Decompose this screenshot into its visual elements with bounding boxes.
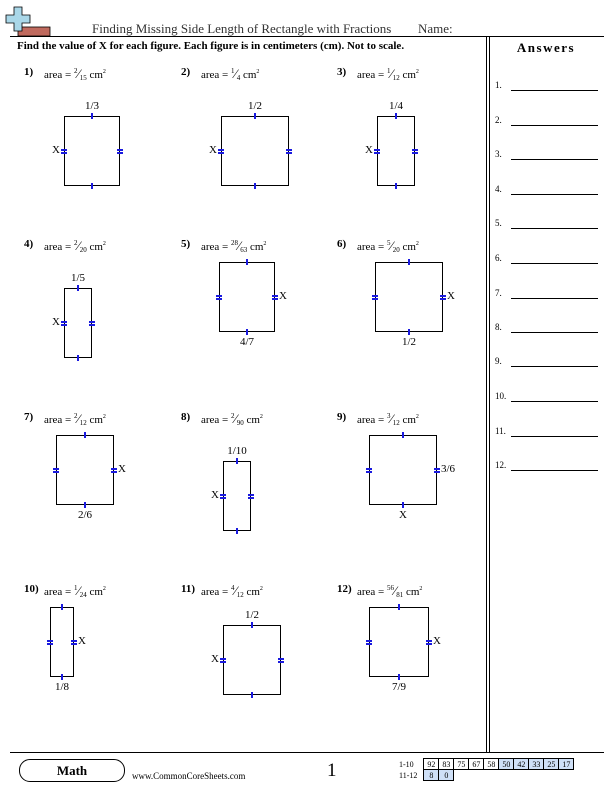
problem-number: 8)	[181, 411, 191, 423]
worksheet-title: Finding Missing Side Length of Rectangle with Fractions	[92, 21, 392, 36]
tick-left	[366, 640, 372, 642]
score-cell-empty	[469, 770, 484, 781]
problem-number: 4)	[24, 238, 34, 250]
side-label-left: X	[211, 489, 219, 501]
area-unit-exponent: 2	[263, 241, 267, 247]
area-expression	[201, 411, 263, 427]
tick-right	[278, 658, 284, 660]
tick-right	[272, 298, 278, 300]
rectangle	[221, 116, 289, 186]
fraction-slash: ⁄	[390, 238, 393, 253]
tick-right	[434, 468, 440, 470]
area-expression	[44, 411, 106, 427]
problem-9	[337, 411, 487, 581]
area-unit-exponent: 2	[415, 69, 419, 75]
tick-right	[286, 149, 292, 151]
tick-bottom	[84, 502, 86, 508]
area-expression	[44, 583, 106, 599]
score-table	[396, 758, 574, 781]
area-unit-exponent: 2	[415, 241, 419, 247]
instructions: Find the value of X for each figure. Each figure is in centimeters (cm). Not to scale.	[17, 40, 405, 52]
rectangle	[375, 262, 443, 332]
area-expression	[201, 238, 266, 254]
answer-row	[495, 252, 600, 266]
area-expression	[201, 66, 259, 82]
answer-blank[interactable]	[511, 401, 598, 402]
tick-left	[366, 643, 372, 645]
tick-top	[236, 458, 238, 464]
area-unit: cm	[240, 69, 257, 81]
tick-right	[426, 640, 432, 642]
area-unit: cm	[86, 586, 103, 598]
rectangle	[56, 435, 114, 505]
tick-bottom	[395, 183, 397, 189]
tick-bottom	[61, 674, 63, 680]
side-label-bottom: 4/7	[239, 336, 255, 348]
tick-left	[366, 468, 372, 470]
fraction-slash: ⁄	[394, 583, 397, 598]
problem-6	[337, 238, 487, 408]
area-denominator: 20	[392, 246, 400, 254]
score-cell: 0	[439, 770, 454, 781]
tick-right	[440, 298, 446, 300]
area-denominator: 24	[79, 591, 87, 599]
answer-row	[495, 183, 600, 197]
side-label-bottom: X	[399, 509, 407, 521]
problem-1	[24, 66, 174, 236]
area-numerator: 1	[231, 67, 235, 75]
area-label: area =	[44, 69, 75, 81]
tick-top	[246, 259, 248, 265]
score-cell: 8	[424, 770, 439, 781]
problem-number: 11)	[181, 583, 196, 595]
tick-left	[61, 324, 67, 326]
tick-left	[216, 295, 222, 297]
side-label-bottom: 1/8	[54, 681, 70, 693]
answer-number: 8.	[495, 322, 502, 332]
area-numerator: 2	[74, 67, 78, 75]
problem-number: 10)	[24, 583, 39, 595]
fraction-slash: ⁄	[390, 411, 393, 426]
tick-top	[402, 432, 404, 438]
score-cell: 25	[544, 759, 559, 770]
answer-blank[interactable]	[511, 332, 598, 333]
area-unit-exponent: 2	[256, 69, 260, 75]
answer-number: 2.	[495, 115, 502, 125]
tick-bottom	[251, 692, 253, 698]
side-label-top: 1/4	[388, 100, 404, 112]
area-label: area =	[201, 241, 232, 253]
tick-left	[61, 149, 67, 151]
score-cell: 33	[529, 759, 544, 770]
answer-blank[interactable]	[511, 159, 598, 160]
side-label-right: X	[78, 635, 86, 647]
answer-blank[interactable]	[511, 90, 598, 91]
score-cell-empty	[544, 770, 559, 781]
rectangle	[369, 607, 429, 677]
answer-number: 10.	[495, 391, 507, 401]
fraction-slash: ⁄	[390, 66, 393, 81]
tick-left	[53, 471, 59, 473]
problem-10	[24, 583, 174, 753]
score-cell: 83	[439, 759, 454, 770]
page-number: 1	[327, 760, 337, 781]
tick-bottom	[398, 674, 400, 680]
area-unit: cm	[399, 69, 416, 81]
tick-bottom	[254, 183, 256, 189]
area-denominator: 90	[236, 419, 244, 427]
problem-number: 6)	[337, 238, 347, 250]
area-label: area =	[357, 414, 388, 426]
answer-row	[495, 148, 600, 162]
area-unit: cm	[399, 414, 416, 426]
tick-right	[248, 494, 254, 496]
answer-row	[495, 114, 600, 128]
side-label-left: X	[365, 144, 373, 156]
side-label-right: X	[279, 290, 287, 302]
problem-number: 3)	[337, 66, 347, 78]
area-unit: cm	[243, 414, 260, 426]
fraction-slash: ⁄	[77, 583, 80, 598]
area-expression	[44, 66, 106, 82]
area-unit-exponent: 2	[419, 586, 423, 592]
tick-left	[220, 497, 226, 499]
answer-number: 7.	[495, 288, 502, 298]
tick-left	[218, 149, 224, 151]
side-label-top: 1/10	[227, 445, 247, 457]
answers-title: Answers	[516, 40, 576, 55]
area-numerator: 2	[74, 412, 78, 420]
tick-right	[434, 471, 440, 473]
score-cell-empty	[499, 770, 514, 781]
answer-blank[interactable]	[511, 366, 598, 367]
tick-bottom	[77, 355, 79, 361]
area-unit-exponent: 2	[102, 69, 106, 75]
score-cell-empty	[559, 770, 574, 781]
answer-number: 3.	[495, 149, 502, 159]
tick-right	[272, 295, 278, 297]
area-label: area =	[44, 414, 75, 426]
rectangle	[219, 262, 275, 332]
answer-blank[interactable]	[511, 436, 598, 437]
tick-right	[117, 152, 123, 154]
area-label: area =	[357, 241, 388, 253]
area-denominator: 20	[79, 246, 87, 254]
score-cell: 75	[454, 759, 469, 770]
tick-left	[220, 658, 226, 660]
answer-blank[interactable]	[511, 125, 598, 126]
tick-top	[398, 604, 400, 610]
tick-left	[374, 152, 380, 154]
side-label-left: X	[211, 653, 219, 665]
tick-left	[61, 152, 67, 154]
area-unit: cm	[247, 241, 264, 253]
area-numerator: 5	[387, 239, 391, 247]
answer-blank[interactable]	[511, 228, 598, 229]
area-numerator: 1	[74, 584, 78, 592]
score-cell: 67	[469, 759, 484, 770]
area-label: area =	[44, 241, 75, 253]
side-label-right: X	[447, 290, 455, 302]
tick-right	[111, 468, 117, 470]
tick-right	[89, 321, 95, 323]
side-label-bottom: 2/6	[77, 509, 93, 521]
answer-number: 11.	[495, 426, 506, 436]
area-unit: cm	[86, 241, 103, 253]
score-cell-empty	[529, 770, 544, 781]
problem-4	[24, 238, 174, 408]
score-cell-empty	[454, 770, 469, 781]
tick-left	[47, 640, 53, 642]
area-denominator: 12	[79, 419, 87, 427]
area-denominator: 12	[392, 419, 400, 427]
area-numerator: 1	[387, 67, 391, 75]
tick-right	[248, 497, 254, 499]
site-url: www.CommonCoreSheets.com	[132, 771, 246, 781]
name-label: Name:	[418, 21, 453, 36]
fraction-slash: ⁄	[238, 238, 241, 253]
area-denominator: 4	[236, 74, 241, 82]
tick-left	[366, 471, 372, 473]
problem-8	[181, 411, 331, 581]
area-label: area =	[357, 586, 388, 598]
tick-top	[77, 285, 79, 291]
area-expression	[357, 238, 419, 254]
answers-divider-right	[489, 36, 490, 752]
area-label: area =	[357, 69, 388, 81]
tick-left	[218, 152, 224, 154]
side-label-top: 1/2	[247, 100, 263, 112]
answer-blank[interactable]	[511, 470, 598, 471]
area-expression	[44, 238, 106, 254]
tick-left	[216, 298, 222, 300]
rectangle	[223, 625, 281, 695]
area-label: area =	[201, 586, 232, 598]
header-divider	[10, 36, 604, 37]
area-numerator: 2	[74, 239, 78, 247]
side-label-left: X	[52, 316, 60, 328]
area-unit: cm	[86, 414, 103, 426]
answer-row	[495, 459, 600, 473]
problem-7	[24, 411, 174, 581]
tick-right	[71, 643, 77, 645]
tick-right	[89, 324, 95, 326]
area-expression	[357, 66, 419, 82]
problem-5	[181, 238, 331, 408]
answer-number: 1.	[495, 80, 502, 90]
answer-number: 12.	[495, 460, 507, 470]
tick-left	[372, 295, 378, 297]
area-denominator: 15	[79, 74, 87, 82]
fraction-slash: ⁄	[77, 66, 80, 81]
score-cell: 42	[514, 759, 529, 770]
area-numerator: 28	[231, 239, 239, 247]
answer-row	[495, 217, 600, 231]
side-label-top: 1/2	[244, 609, 260, 621]
tick-right	[286, 152, 292, 154]
area-denominator: 63	[240, 246, 248, 254]
answer-row	[495, 79, 600, 93]
tick-bottom	[246, 329, 248, 335]
fraction-slash: ⁄	[77, 238, 80, 253]
tick-left	[53, 468, 59, 470]
score-cell: 58	[484, 759, 499, 770]
area-unit: cm	[243, 586, 260, 598]
tick-right	[412, 152, 418, 154]
tick-top	[254, 113, 256, 119]
area-denominator: 12	[236, 591, 244, 599]
answer-row	[495, 355, 600, 369]
rectangle	[50, 607, 74, 677]
side-label-left: X	[209, 144, 217, 156]
problem-number: 9)	[337, 411, 347, 423]
fraction-slash: ⁄	[234, 583, 237, 598]
tick-top	[84, 432, 86, 438]
tick-top	[395, 113, 397, 119]
problem-12	[337, 583, 487, 753]
tick-left	[374, 149, 380, 151]
area-unit-exponent: 2	[102, 414, 106, 420]
answer-blank[interactable]	[511, 263, 598, 264]
problem-2	[181, 66, 331, 236]
tick-left	[220, 494, 226, 496]
area-denominator: 81	[396, 591, 404, 599]
tick-right	[117, 149, 123, 151]
fraction-slash: ⁄	[234, 66, 237, 81]
tick-right	[278, 661, 284, 663]
area-unit-exponent: 2	[259, 586, 263, 592]
problem-3	[337, 66, 487, 236]
area-unit-exponent: 2	[415, 414, 419, 420]
score-cell-empty	[484, 770, 499, 781]
answer-row	[495, 390, 600, 404]
tick-bottom	[91, 183, 93, 189]
area-unit: cm	[399, 241, 416, 253]
score-cell: 92	[424, 759, 439, 770]
area-expression	[357, 411, 419, 427]
tick-left	[61, 321, 67, 323]
tick-right	[111, 471, 117, 473]
rectangle	[369, 435, 437, 505]
score-range-label: 11-12	[399, 770, 418, 780]
answer-blank[interactable]	[511, 298, 598, 299]
side-label-right: X	[433, 635, 441, 647]
area-denominator: 12	[392, 74, 400, 82]
area-expression	[201, 583, 263, 599]
rectangle	[64, 288, 92, 358]
area-numerator: 4	[231, 584, 235, 592]
problem-number: 1)	[24, 66, 34, 78]
tick-bottom	[236, 528, 238, 534]
area-expression	[357, 583, 422, 599]
tick-top	[251, 622, 253, 628]
fraction-slash: ⁄	[77, 411, 80, 426]
score-cell: 17	[559, 759, 574, 770]
side-label-bottom: 1/2	[401, 336, 417, 348]
problem-11	[181, 583, 331, 753]
tick-right	[440, 295, 446, 297]
tick-top	[91, 113, 93, 119]
area-unit: cm	[86, 69, 103, 81]
side-label-top: 1/3	[84, 100, 100, 112]
tick-top	[61, 604, 63, 610]
tick-top	[408, 259, 410, 265]
problem-number: 12)	[337, 583, 352, 595]
area-numerator: 56	[387, 584, 395, 592]
score-row	[396, 770, 574, 781]
side-label-right: 3/6	[441, 463, 456, 475]
area-unit-exponent: 2	[102, 586, 106, 592]
tick-bottom	[408, 329, 410, 335]
score-row	[396, 759, 574, 770]
answer-row	[495, 425, 600, 439]
side-label-right: X	[118, 463, 126, 475]
answer-number: 6.	[495, 253, 502, 263]
problem-number: 5)	[181, 238, 191, 250]
rectangle	[223, 461, 251, 531]
tick-right	[426, 643, 432, 645]
area-unit: cm	[403, 586, 420, 598]
area-numerator: 3	[387, 412, 391, 420]
rectangle	[64, 116, 120, 186]
tick-right	[412, 149, 418, 151]
area-label: area =	[44, 586, 75, 598]
subject-badge: Math	[19, 759, 125, 782]
fraction-slash: ⁄	[234, 411, 237, 426]
answer-number: 5.	[495, 218, 502, 228]
area-label: area =	[201, 414, 232, 426]
tick-right	[71, 640, 77, 642]
score-range-label: 1-10	[399, 759, 414, 769]
answer-row	[495, 321, 600, 335]
area-unit-exponent: 2	[102, 241, 106, 247]
rectangle	[377, 116, 415, 186]
tick-bottom	[402, 502, 404, 508]
tick-left	[372, 298, 378, 300]
logo-icon	[4, 5, 52, 39]
problem-number: 2)	[181, 66, 191, 78]
answer-row	[495, 287, 600, 301]
area-unit-exponent: 2	[259, 414, 263, 420]
area-numerator: 2	[231, 412, 235, 420]
answer-number: 9.	[495, 356, 502, 366]
side-label-left: X	[52, 144, 60, 156]
tick-left	[220, 661, 226, 663]
side-label-bottom: 7/9	[391, 681, 407, 693]
area-label: area =	[201, 69, 232, 81]
side-label-top: 1/5	[70, 272, 86, 284]
problem-number: 7)	[24, 411, 34, 423]
answer-number: 4.	[495, 184, 502, 194]
tick-left	[47, 643, 53, 645]
score-cell-empty	[514, 770, 529, 781]
score-cell: 50	[499, 759, 514, 770]
answer-blank[interactable]	[511, 194, 598, 195]
